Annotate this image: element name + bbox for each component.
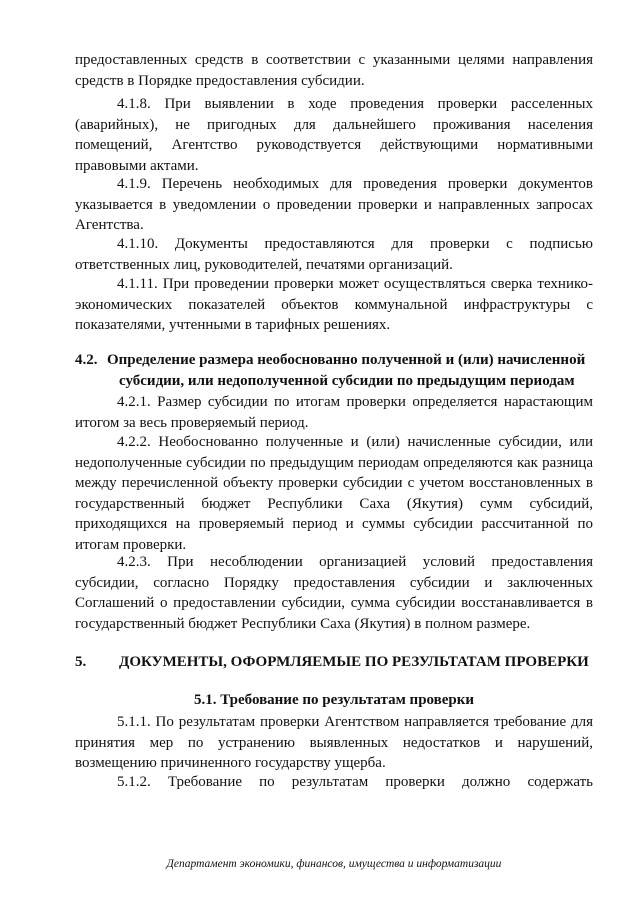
page-footer: Департамент экономики, финансов, имущества и информатизации	[166, 858, 502, 870]
section-4-2-title-line2: субсидии, или недополученной субсидии по предыдущим периодам	[119, 372, 575, 389]
section-5-number: 5.	[75, 654, 87, 670]
paragraph-5-1-1: 5.1.1. По результатам проверки Агентством направляется требование для принятия мер по устранению выявленных недостатков и нарушений, возмещению причиненного государству ущерба.	[75, 714, 593, 771]
section-5-1-heading: 5.1. Требование по результатам проверки	[193, 692, 475, 708]
paragraph-4-1-11: 4.1.11. При проведении проверки может осуществляться сверка технико-экономических показателей объектов коммунальной инфраструктуры с показателями, учтенными в тарифных решениях.	[75, 276, 593, 333]
paragraph-continuation: предоставленных средств в соответствии с указанными целями направления средств в Порядке предоставления субсидии.	[75, 52, 593, 89]
paragraph-5-1-2: 5.1.2. Требование по результатам проверки должно содержать	[117, 774, 593, 790]
paragraph-4-2-1: 4.2.1. Размер субсидии по итогам проверки определяется нарастающим итогом за весь проверяемый период.	[75, 394, 593, 431]
paragraph-4-1-8: 4.1.8. При выявлении в ходе проведения проверки расселенных (аварийных), не пригодных для дальнейшего проживания населения помещений, Агентство руководствуется действующими нормативными правовыми актами.	[75, 96, 593, 174]
section-5-title: ДОКУМЕНТЫ, ОФОРМЛЯЕМЫЕ ПО РЕЗУЛЬТАТАМ ПРОВЕРКИ	[119, 654, 589, 670]
paragraph-4-2-2: 4.2.2. Необоснованно полученные и (или) начисленные субсидии, или недополученные субсидии по предыдущим периодам определяются как разница между перечисленной объекту проверки субсидии с учетом восстановленных в государственный бюджет Республики Саха (Якутия) сумм субсидий, приходящихся на проверяемый период и суммы субсидии рассчитанной по итогам проверки.	[75, 434, 593, 553]
paragraph-4-2-3: 4.2.3. При несоблюдении организацией условий предоставления субсидии, согласно Порядку предоставления субсидии и заключенных Соглашений о предоставлении субсидии, сумма субсидии восстанавливается в государственный бюджет Республики Саха (Якутия) в полном размере.	[75, 554, 593, 632]
section-5-heading	[75, 652, 593, 672]
paragraph-4-1-9: 4.1.9. Перечень необходимых для проведения проверки документов указывается в уведомлении о проведении проверки и направленных запросах Агентства.	[75, 176, 593, 233]
section-4-2-number: 4.2.	[75, 352, 98, 368]
section-4-2-title-line1: Определение размера необоснованно полученной и (или) начисленной	[107, 352, 586, 368]
paragraph-4-1-10: 4.1.10. Документы предоставляются для проверки с подписью ответственных лиц, руководителей, печатями организаций.	[75, 236, 593, 273]
section-4-2-heading	[75, 350, 593, 391]
section-4-2-line1	[75, 350, 593, 371]
